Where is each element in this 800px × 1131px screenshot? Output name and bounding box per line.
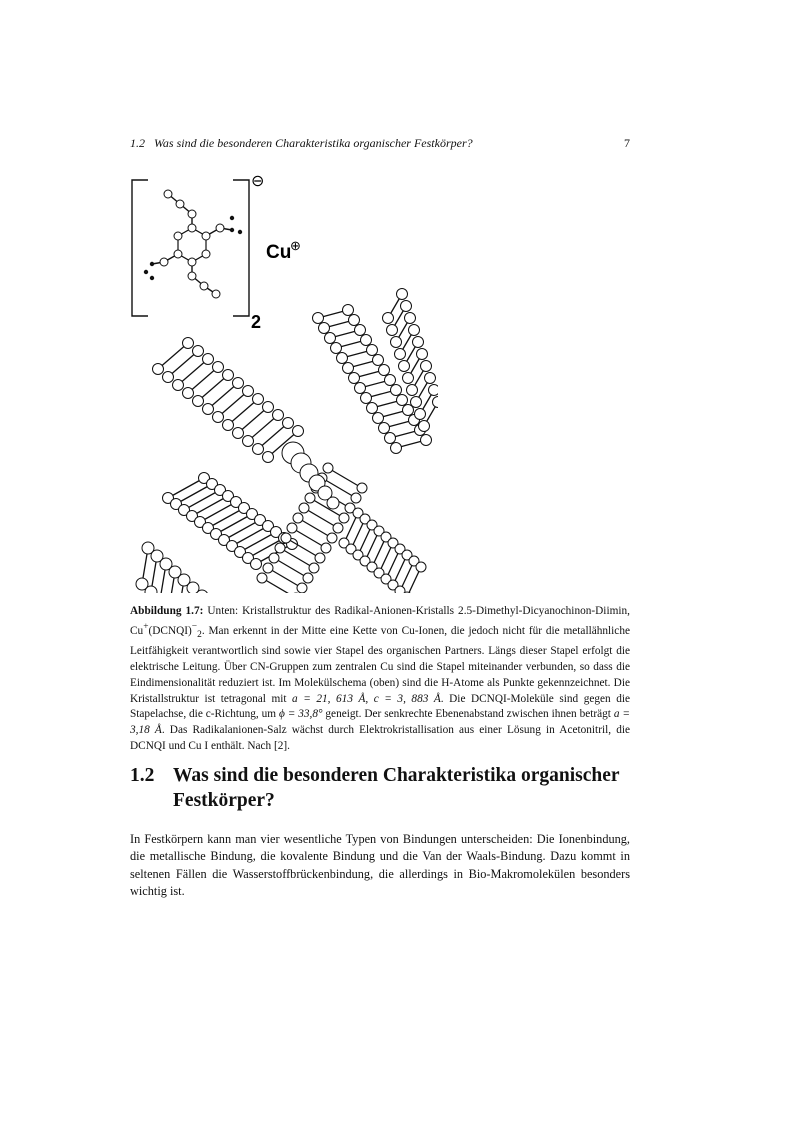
lattice-atom: [293, 513, 303, 523]
lattice-atom: [145, 586, 157, 593]
caption-angle: ϕ = 33,8°: [278, 708, 323, 721]
lattice-atom: [411, 397, 422, 408]
lattice-atom: [299, 503, 309, 513]
lattice-atom: [251, 559, 262, 570]
lattice-atom: [367, 345, 378, 356]
lattice-atom: [253, 444, 264, 455]
lattice-atom: [395, 586, 405, 593]
lattice-atom: [351, 493, 361, 503]
anion-charge: ⊖: [251, 173, 265, 190]
lattice-atom: [349, 373, 360, 384]
lattice-atom: [281, 533, 291, 543]
caption-formula-sup: −: [191, 621, 198, 632]
caption-text-1: Unten: Kristallstruktur des Radikal-Anionen-Kristalls 2.5-Dimethyl-Dicyanochinon-Diimin, Cu: [130, 605, 630, 637]
lattice-atom: [223, 370, 234, 381]
caption-lattice: a = 21, 613 Å, c = 3, 883 Å: [292, 692, 441, 705]
lattice-atom: [367, 403, 378, 414]
lattice-atom: [425, 373, 436, 384]
lattice-atom: [183, 338, 194, 349]
lattice-atom: [385, 375, 396, 386]
lattice-atom: [323, 463, 333, 473]
molecule-schematic: [132, 180, 249, 316]
cation-label: Cu: [266, 242, 292, 263]
lattice-atom: [263, 402, 274, 413]
caption-label: Abbildung 1.7:: [130, 605, 204, 617]
lattice-atom: [397, 289, 408, 300]
lattice-atom: [379, 365, 390, 376]
caption-text-5: . Das Radikalanionen-Salz wächst durch Elektrokristallisation aus einer Lösung in Acetonitril, die DCNQI und Cu I enthält. Nach [2].: [130, 724, 631, 753]
lattice-atom: [173, 380, 184, 391]
lattice-atom: [269, 553, 279, 563]
lattice-atom: [419, 421, 430, 432]
lattice-atom: [187, 582, 199, 593]
lattice-atom: [321, 543, 331, 553]
caption-formula-sub: 2: [197, 629, 202, 640]
lattice-atom: [273, 410, 284, 421]
lattice-atom: [417, 349, 428, 360]
lattice-atom: [153, 364, 164, 375]
lattice-atom: [399, 361, 410, 372]
running-head-title: Was sind die besonderen Charakteristika organischer Festkörper?: [154, 136, 473, 150]
lattice-atom: [303, 573, 313, 583]
lattice-atom: [349, 315, 360, 326]
lattice-atom: [223, 420, 234, 431]
crystal-structure-figure: [128, 168, 438, 593]
lattice-atom: [339, 513, 349, 523]
cation-charge: ⊕: [290, 238, 301, 253]
section-heading: [130, 763, 650, 813]
caption-text-4: geneigt. Der senkrechte Ebenenabstand zwischen ihnen beträgt: [322, 708, 614, 721]
lattice-atom: [387, 325, 398, 336]
lattice-atom: [383, 313, 394, 324]
lattice-atom: [343, 363, 354, 374]
lattice-atom: [333, 523, 343, 533]
lattice-atom: [233, 378, 244, 389]
lattice-atom: [263, 563, 273, 573]
caption-spacing: a = 3,18 Å: [130, 708, 630, 737]
lattice-atom: [433, 397, 439, 408]
lattice-atom: [213, 412, 224, 423]
lattice-atom: [305, 493, 315, 503]
lattice-atom: [213, 362, 224, 373]
lattice-atom: [373, 355, 384, 366]
lattice-atom: [379, 423, 390, 434]
lattice-atom: [287, 523, 297, 533]
lattice-atom: [409, 325, 420, 336]
lattice-atom: [263, 452, 274, 463]
lattice-atom: [243, 436, 254, 447]
lattice-atom: [391, 385, 402, 396]
lattice-atom: [357, 483, 367, 493]
lattice-atom: [355, 383, 366, 394]
cu-ion: [327, 497, 339, 509]
lattice-atom: [193, 346, 204, 357]
lattice-atom: [391, 337, 402, 348]
lattice-atom: [233, 428, 244, 439]
body-paragraph: In Festkörpern kann man vier wesentliche Typen von Bindungen unterscheiden: Die Ionenbindung, die metallische Bindung, die kovalente Bindung und die Van der Waals-Bindung. Dazu kommt in seltenen Fällen die Wasserstoffbrückenbindung, die allerdings in Bio-Makromolekülen besonders wichtig ist.: [130, 832, 630, 898]
lattice-atom: [313, 313, 324, 324]
lattice-atom: [385, 433, 396, 444]
lattice-atom: [405, 313, 416, 324]
lattice-atom: [193, 396, 204, 407]
section-title: Was sind die besonderen Charakteristika organischer Festkörper?: [173, 765, 620, 811]
lattice-atom: [413, 337, 424, 348]
caption-text-2: . Man erkennt in der Mitte eine Kette von Cu-Ionen, die jedoch nicht für die metallähnliche Leitfähigkeit verantwortlich sind sowie vier Stapel des organischen Partners. Längs dieser Stapel erfolgt die elektrische Leitung. Über CN-Gruppen zum zentralen Cu sind die Stapel miteinander verbunden, so dass die Eindimensionalität reduziert ist. Im Molekülschema (oben) sind die H-Atome als Punkte gekennzeichnet. Die Kristallstruktur ist tetragonal mit: [130, 624, 630, 705]
lattice-atom: [309, 563, 319, 573]
lattice-atom: [319, 323, 330, 334]
lattice-atom: [315, 553, 325, 563]
crystal-lattice: [136, 289, 438, 594]
lattice-atom: [421, 361, 432, 372]
lattice-atom: [395, 349, 406, 360]
lattice-atom: [327, 533, 337, 543]
lattice-atom: [421, 435, 432, 446]
lattice-atom: [337, 353, 348, 364]
lattice-atom: [429, 385, 439, 396]
lattice-atom: [403, 373, 414, 384]
lattice-atom: [361, 393, 372, 404]
lattice-atom: [253, 394, 264, 405]
caption-text-3: . Die DCNQI-Moleküle sind gegen die Stapelachse, die c-Richtung, um: [130, 692, 630, 721]
lattice-atom: [243, 386, 254, 397]
lattice-atom: [183, 388, 194, 399]
lattice-atom: [361, 335, 372, 346]
lattice-atom: [331, 343, 342, 354]
lattice-atom: [415, 409, 426, 420]
lattice-atom: [283, 418, 294, 429]
page-number: 7: [624, 136, 630, 150]
caption-cu-sup: +: [143, 621, 149, 632]
figure-caption: [130, 604, 630, 755]
lattice-atom: [293, 426, 304, 437]
lattice-atom: [401, 301, 412, 312]
lattice-atom: [203, 354, 214, 365]
running-head-section: 1.2: [130, 136, 145, 150]
running-head: [130, 136, 630, 151]
lattice-atom: [407, 385, 418, 396]
lattice-atom: [325, 333, 336, 344]
lattice-atom: [373, 413, 384, 424]
lattice-atom: [163, 372, 174, 383]
lattice-atom: [391, 443, 402, 454]
caption-formula: (DCNQI): [148, 624, 192, 637]
bracket-subscript: 2: [251, 312, 262, 332]
lattice-atom: [257, 573, 267, 583]
lattice-atom: [355, 325, 366, 336]
lattice-atom: [297, 583, 307, 593]
molecule-atoms: [160, 190, 224, 298]
lattice-atom: [275, 543, 285, 553]
lattice-atom: [397, 395, 408, 406]
section-number: 1.2: [130, 765, 155, 786]
lattice-atom: [343, 305, 354, 316]
lattice-atom: [416, 562, 426, 572]
lattice-atom: [203, 404, 214, 415]
